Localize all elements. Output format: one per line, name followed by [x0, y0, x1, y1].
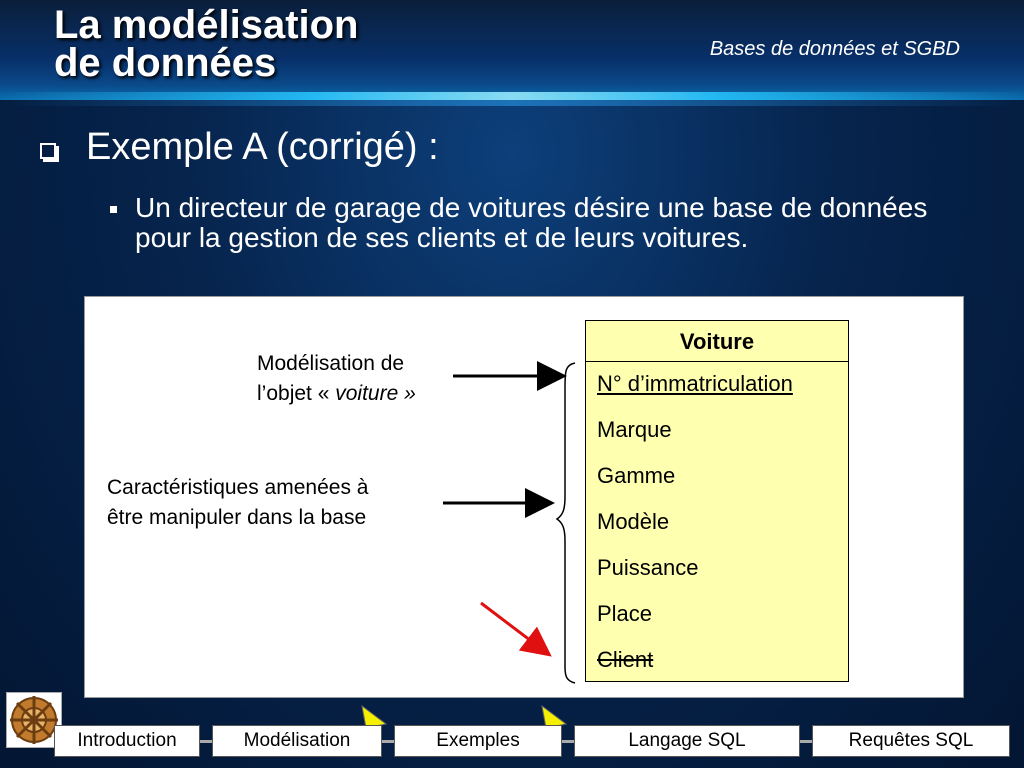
red-arrow-removed: [481, 603, 547, 653]
label-attrs-line-2: être manipuler dans la base: [107, 506, 367, 529]
header-glow-line-secondary: [0, 100, 1024, 106]
nav-connector: [382, 740, 394, 743]
nav-langage-sql[interactable]: Langage SQL: [574, 725, 800, 757]
entity-attribute: Gamme: [597, 463, 676, 488]
nav-introduction[interactable]: Introduction: [54, 725, 200, 757]
label-object-line-2-prefix: l’objet «: [257, 382, 336, 405]
square-bullet-icon: [110, 206, 117, 213]
label-object-line-1: Modélisation de: [257, 352, 405, 375]
title-line-2: de données: [54, 41, 277, 85]
entity-removed-attribute: Client: [597, 647, 654, 672]
heading-bullet: [40, 126, 439, 169]
page-title: [54, 3, 359, 85]
nav-connector: [562, 740, 574, 743]
example-heading: Exemple A (corrigé) :: [86, 126, 439, 168]
nav-exemples[interactable]: Exemples: [394, 725, 562, 757]
title-line-1: La modélisation: [54, 3, 359, 47]
header-glow-line: [0, 92, 1024, 100]
nav-connector: [200, 740, 212, 743]
diagram-panel: [84, 296, 964, 698]
description-text: Un directeur de garage de voitures désire une base de données pour la gestion de ses clients et de leurs voitures.: [135, 192, 928, 253]
brace-icon: [557, 363, 575, 683]
entity-name: Voiture: [586, 321, 848, 362]
checkbox-bullet-icon: [40, 143, 56, 159]
entity-attribute: Marque: [597, 417, 672, 442]
nav-modelisation[interactable]: Modélisation: [212, 725, 382, 757]
label-object-line-2-italic: voiture »: [335, 382, 416, 405]
course-subtitle: Bases de données et SGBD: [709, 38, 960, 60]
entity-attribute: Modèle: [597, 509, 670, 534]
entity-key-attribute: N° d’immatriculation: [597, 371, 793, 396]
label-attrs-line-1: Caractéristiques amenées à: [107, 476, 369, 499]
entity-attribute: Puissance: [597, 555, 699, 580]
entity-attribute: Place: [597, 601, 653, 626]
nav-requetes-sql[interactable]: Requêtes SQL: [812, 725, 1010, 757]
compass-icon: [7, 693, 61, 747]
description-bullet: [110, 193, 990, 253]
entity-voiture: [585, 320, 849, 682]
nav-connector: [800, 740, 812, 743]
